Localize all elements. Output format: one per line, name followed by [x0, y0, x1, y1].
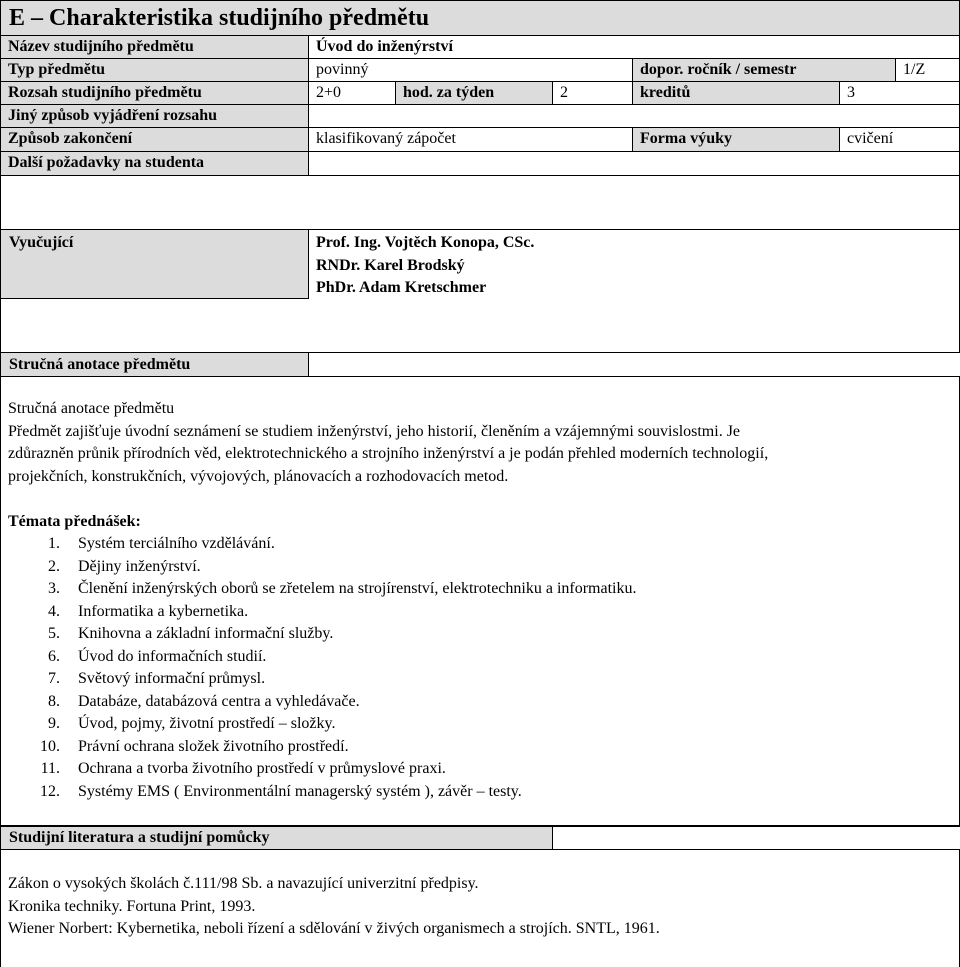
topic-number: 10.	[40, 737, 60, 755]
literature-header: Studijní literatura a studijní pomůcky	[9, 829, 270, 846]
topic-number: 7.	[48, 670, 60, 687]
annotation-line: zdůrazněn průnik přírodních věd, elektrotechnického a strojního inženýrství a je podán přehled moderních technologií,	[8, 445, 769, 462]
topic-item	[8, 736, 948, 759]
literature-header-box	[0, 826, 553, 850]
recommended-semester-label: dopor. ročník / semestr	[633, 59, 895, 81]
course-scope-value: 2+0	[316, 84, 342, 101]
other-requirements-value	[309, 152, 959, 175]
topic-text: Úvod, pojmy, životní prostředí – složky.	[78, 715, 336, 732]
topic-text: Světový informační průmysl.	[78, 670, 266, 687]
annotation-line: projekčních, konstrukčních, vývojových, plánovacích a rozhodovacích metod.	[8, 467, 509, 485]
topic-number: 4.	[48, 602, 60, 620]
topic-number: 6.	[48, 647, 60, 665]
literature-item: Zákon o vysokých školách č.111/98 Sb. a navazující univerzitní předpisy.	[8, 875, 479, 892]
topic-number: 12.	[40, 782, 60, 800]
topic-item	[8, 781, 948, 804]
hours-per-week-value: 2	[560, 84, 568, 101]
topic-item	[8, 713, 948, 736]
teacher-name: PhDr. Adam Kretschmer	[316, 279, 487, 296]
annotation-header: Stručná anotace předmětu	[9, 356, 191, 373]
topic-text: Právní ochrana složek životního prostředí.	[78, 737, 349, 755]
topic-number: 1.	[48, 535, 60, 552]
topic-number: 5.	[48, 625, 60, 642]
topic-item	[8, 646, 948, 669]
form-title: E – Charakteristika studijního předmětu	[9, 5, 430, 31]
topic-item	[8, 758, 948, 781]
topic-item	[8, 668, 948, 691]
topic-text: Systémy EMS ( Environmentální managerský systém ), závěr – testy.	[78, 782, 522, 800]
topic-number: 8.	[48, 692, 60, 710]
topic-number: 9.	[48, 715, 60, 732]
annotation-header-box	[0, 352, 309, 377]
topic-text: Členění inženýrských oborů se zřetelem na strojírenství, elektrotechniku a informatiku.	[78, 580, 637, 597]
topics-heading: Témata přednášek:	[8, 513, 141, 530]
hours-per-week-label: hod. za týden	[396, 82, 552, 104]
teacher-name: RNDr. Karel Brodský	[316, 256, 465, 274]
topic-text: Knihovna a základní informační služby.	[78, 625, 334, 642]
course-type-label: Typ předmětu	[1, 59, 308, 81]
topics-list	[8, 533, 948, 803]
credits-value: 3	[847, 84, 855, 101]
topic-text: Systém terciálního vzdělávání.	[78, 535, 275, 552]
annotation-subheading: Stručná anotace předmětu	[8, 400, 175, 417]
other-scope-value	[309, 105, 959, 127]
topic-item	[8, 601, 948, 624]
other-scope-label: Jiný způsob vyjádření rozsahu	[1, 105, 308, 127]
literature-list	[8, 873, 660, 941]
topic-item	[8, 578, 948, 601]
teachers-list	[316, 232, 534, 300]
topic-item	[8, 556, 948, 579]
completion-method-label: Způsob zakončení	[1, 128, 308, 151]
literature-item: Wiener Norbert: Kybernetika, neboli řízení a sdělování v živých organismech a strojích. SNTL, 1961.	[8, 920, 660, 937]
topic-item	[8, 691, 948, 714]
teachers-label-box	[0, 229, 309, 299]
annotation-content	[8, 398, 953, 488]
spacer-area	[0, 175, 960, 230]
topic-item	[8, 623, 948, 646]
credits-label: kreditů	[633, 82, 839, 104]
completion-method-value: klasifikovaný zápočet	[316, 130, 456, 147]
course-type-value: povinný	[316, 61, 369, 78]
recommended-semester-value: 1/Z	[903, 61, 926, 78]
topic-text: Úvod do informačních studií.	[78, 647, 267, 665]
topic-number: 2.	[48, 557, 60, 575]
topic-text: Informatika a kybernetika.	[78, 602, 249, 620]
teaching-form-label: Forma výuky	[633, 128, 839, 151]
topic-number: 11.	[40, 760, 60, 777]
topic-text: Dějiny inženýrství.	[78, 557, 201, 575]
teachers-label: Vyučující	[9, 234, 74, 251]
topic-item	[8, 533, 948, 556]
topic-number: 3.	[48, 580, 60, 597]
other-requirements-label: Další požadavky na studenta	[1, 152, 308, 175]
annotation-line: Předmět zajišťuje úvodní seznámení se studiem inženýrství, jeho historií, členěním a vzájemnými souvislostmi. Je	[8, 422, 741, 440]
literature-item: Kronika techniky. Fortuna Print, 1993.	[8, 897, 256, 915]
form-title-bar	[0, 0, 960, 36]
topic-text: Ochrana a tvorba životního prostředí v průmyslové praxi.	[78, 760, 446, 777]
topic-text: Databáze, databázová centra a vyhledávače.	[78, 692, 360, 710]
teacher-name: Prof. Ing. Vojtěch Konopa, CSc.	[316, 234, 535, 251]
course-name-value: Úvod do inženýrství	[316, 38, 453, 55]
teaching-form-value: cvičení	[847, 130, 894, 147]
course-scope-label: Rozsah studijního předmětu	[1, 82, 308, 104]
course-name-label: Název studijního předmětu	[1, 36, 308, 58]
